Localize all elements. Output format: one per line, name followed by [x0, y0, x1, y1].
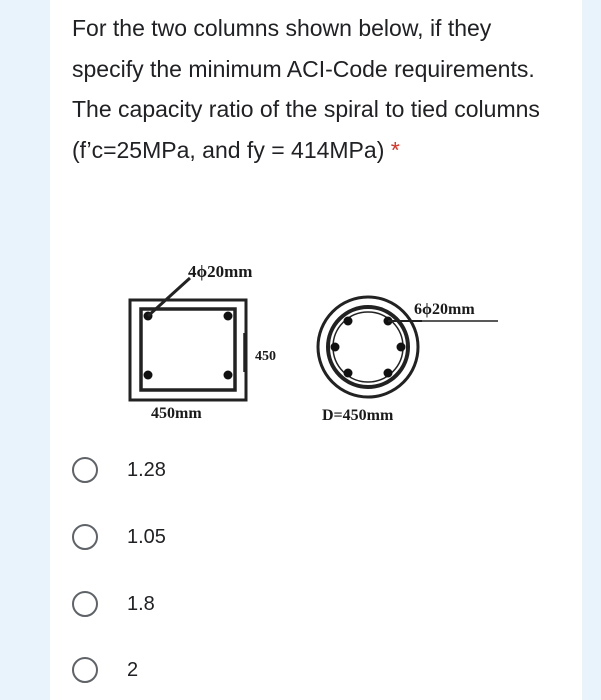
- radio-button[interactable]: [72, 457, 98, 483]
- spiral-rebar: [384, 369, 393, 378]
- question-text-block: [72, 8, 542, 170]
- tied-bars-label: 4ϕ20mm: [188, 262, 253, 281]
- option-label: 1.05: [127, 525, 166, 548]
- column-sections-diagram: [50, 245, 582, 435]
- tied-width-label: 450mm: [151, 405, 202, 422]
- spiral-rebar: [331, 343, 340, 352]
- option-label: 2: [127, 658, 139, 681]
- spiral-rebar: [397, 343, 406, 352]
- tied-column-tie: [141, 309, 235, 390]
- radio-button[interactable]: [72, 657, 98, 683]
- spiral-column-spiral-inner: [333, 312, 403, 382]
- required-asterisk: *: [390, 136, 400, 163]
- question-card: [50, 0, 582, 700]
- option-3[interactable]: [72, 584, 372, 624]
- spiral-bars-label: 6ϕ20mm: [414, 301, 475, 318]
- option-label: 1.28: [127, 458, 166, 481]
- spiral-column-spiral: [328, 307, 408, 387]
- column-sections-figure: [50, 245, 582, 435]
- spiral-rebar: [344, 317, 353, 326]
- spiral-diameter-label: D=450mm: [322, 407, 394, 424]
- spiral-rebar: [344, 369, 353, 378]
- radio-button[interactable]: [72, 524, 98, 550]
- tied-rebar: [224, 312, 233, 321]
- radio-button[interactable]: [72, 591, 98, 617]
- option-label: 1.8: [127, 592, 155, 615]
- tied-height-label: 450: [255, 349, 276, 364]
- option-1[interactable]: [72, 450, 372, 490]
- option-2[interactable]: [72, 517, 372, 557]
- tied-rebar: [224, 371, 233, 380]
- question-text: For the two columns shown below, if they specify the minimum ACI-Code requirements. The capacity ratio of the spiral to tied columns (f’c=25MPa, and fy = 414MPa): [72, 15, 540, 163]
- tied-rebar: [144, 371, 153, 380]
- option-4[interactable]: [72, 650, 372, 690]
